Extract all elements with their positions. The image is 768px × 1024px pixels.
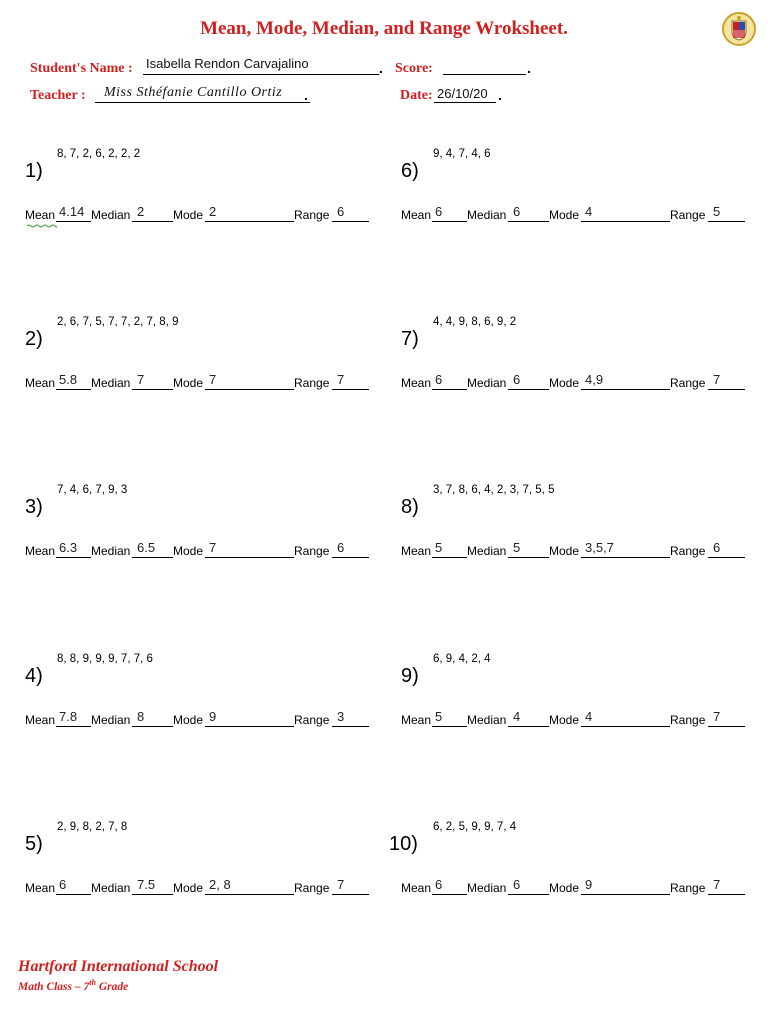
problem-number-value: 2 [25,328,37,350]
teacher-line [95,102,310,103]
mean-label: Mean [25,881,56,895]
mean-label: Mean [25,544,56,558]
range-answer: 7 [337,372,345,387]
footer-class-info [18,978,128,993]
mean-answer: 6 [435,372,443,387]
median-label: Median [91,881,131,895]
problem-data-set: 8, 7, 2, 6, 2, 2, 2 [57,148,141,160]
footer-school-name: Hartford International School [18,958,219,975]
mean-blank[interactable] [432,389,467,390]
problem-data-set: 7, 4, 6, 7, 9, 3 [57,484,128,496]
date-value: 26/10/20 [437,86,488,101]
mode-blank[interactable] [205,557,294,558]
mode-label: Mode [549,544,580,558]
median-blank[interactable] [508,726,549,727]
mean-answer: 6.3 [59,540,78,555]
range-blank[interactable] [708,726,745,727]
range-label: Range [670,376,706,390]
mean-answer: 5 [435,709,443,724]
mean-answer: 6 [59,877,67,892]
problem-number [25,833,43,856]
median-label: Median [467,544,507,558]
problem-number [401,665,419,688]
mean-blank[interactable] [432,221,467,222]
median-blank[interactable] [132,389,173,390]
mean-answer: 6 [435,204,443,219]
median-answer: 2 [137,204,145,219]
mode-answer: 4 [585,709,593,724]
range-blank[interactable] [708,894,745,895]
teacher-dot: . [304,87,308,103]
problem-number-paren: ) [36,160,43,182]
problem-number [25,328,43,351]
school-crest-icon [722,12,756,46]
median-label: Median [91,713,131,727]
problem-3 [25,484,385,604]
problem-data-set: 6, 2, 5, 9, 9, 7, 4 [433,821,517,833]
range-label: Range [670,208,706,222]
mode-blank[interactable] [581,389,670,390]
problem-number-paren: ) [412,665,419,687]
answer-row [401,540,746,558]
median-label: Median [91,544,131,558]
answer-row [25,709,370,727]
problem-number-value: 6 [401,160,413,182]
mean-label: Mean [25,713,56,727]
mode-label: Mode [173,881,204,895]
student-name-label: Student's Name : [30,61,133,76]
mode-label: Mode [549,376,580,390]
median-blank[interactable] [132,726,173,727]
score-line [443,74,526,75]
mode-blank[interactable] [205,221,294,222]
median-blank[interactable] [508,557,549,558]
problem-number-value: 4 [25,665,37,687]
median-blank[interactable] [508,894,549,895]
problem-data-set: 6, 9, 4, 2, 4 [433,653,491,665]
problem-number-value: 1 [25,160,37,182]
problem-number-value: 3 [25,496,37,518]
median-answer: 6 [513,372,521,387]
mean-blank[interactable] [56,726,91,727]
mean-label: Mean [401,376,432,390]
mean-answer: 5.8 [59,372,78,387]
mode-blank[interactable] [581,726,670,727]
median-label: Median [467,713,507,727]
problem-8 [401,484,761,604]
problem-number [25,665,43,688]
range-answer: 5 [713,204,721,219]
mode-label: Mode [173,544,204,558]
problem-number-paren: ) [412,160,419,182]
range-label: Range [294,376,330,390]
teacher-label: Teacher : [30,88,86,103]
answer-row [25,877,370,895]
problem-number-value: 8 [401,496,413,518]
median-label: Median [91,208,131,222]
median-blank[interactable] [508,389,549,390]
median-answer: 4 [513,709,521,724]
problem-5 [25,821,385,941]
range-label: Range [670,713,706,727]
problem-number-paren: ) [412,328,419,350]
answer-row [25,204,370,222]
mode-blank[interactable] [581,557,670,558]
median-answer: 6.5 [137,540,156,555]
median-blank[interactable] [132,894,173,895]
range-answer: 6 [337,540,345,555]
range-answer: 7 [713,372,721,387]
mode-answer: 2, 8 [209,877,231,892]
problem-data-set: 2, 6, 7, 5, 7, 7, 2, 7, 8, 9 [57,316,179,328]
range-answer: 3 [337,709,345,724]
mean-blank[interactable] [56,894,91,895]
teacher-value: Miss Sthéfanie Cantillo Ortiz [104,85,283,100]
answer-row [25,372,370,390]
problem-7 [401,316,761,436]
problem-data-set: 8, 8, 9, 9, 9, 7, 7, 6 [57,653,153,665]
median-answer: 6 [513,204,521,219]
range-blank[interactable] [708,221,745,222]
range-label: Range [294,208,330,222]
range-label: Range [294,544,330,558]
answer-row [401,709,746,727]
range-blank[interactable] [332,726,369,727]
range-answer: 6 [337,204,345,219]
range-blank[interactable] [708,389,745,390]
score-dot: . [527,60,531,76]
problem-data-set: 3, 7, 8, 6, 4, 2, 3, 7, 5, 5 [433,484,555,496]
mean-label: Mean [401,208,432,222]
answer-row [401,204,746,222]
mode-answer: 4,9 [585,372,604,387]
median-blank[interactable] [132,557,173,558]
problem-number-value: 10 [389,833,412,855]
problem-number-paren: ) [36,665,43,687]
mode-label: Mode [173,208,204,222]
range-answer: 7 [713,877,721,892]
spellcheck-squiggle [27,224,57,228]
mean-blank[interactable] [432,726,467,727]
range-label: Range [294,713,330,727]
date-line [434,102,496,103]
mode-blank[interactable] [205,894,294,895]
range-label: Range [294,881,330,895]
mode-blank[interactable] [205,389,294,390]
footer-class-sup: th [89,978,96,987]
problem-number [401,496,419,519]
median-label: Median [91,376,131,390]
range-blank[interactable] [708,557,745,558]
mean-blank[interactable] [432,557,467,558]
median-label: Median [467,881,507,895]
mode-label: Mode [173,376,204,390]
problem-number [389,833,418,856]
problem-1 [25,148,385,268]
median-answer: 6 [513,877,521,892]
range-blank[interactable] [332,389,369,390]
date-label: Date: [400,88,433,103]
mode-label: Mode [173,713,204,727]
mean-label: Mean [401,881,432,895]
problem-4 [25,653,385,773]
problem-number-paren: ) [412,496,419,518]
mode-blank[interactable] [205,726,294,727]
range-answer: 6 [713,540,721,555]
mean-blank[interactable] [432,894,467,895]
mean-answer: 5 [435,540,443,555]
median-answer: 7.5 [137,877,156,892]
worksheet-title: Mean, Mode, Median, and Range Wroksheet. [200,18,568,39]
median-blank[interactable] [132,221,173,222]
answer-row [401,372,746,390]
date-dot: . [498,87,502,103]
problem-9 [401,653,761,773]
range-answer: 7 [337,877,345,892]
footer-class-prefix: Math Class – 7 [18,980,90,993]
mean-label: Mean [401,544,432,558]
mode-label: Mode [549,208,580,222]
range-answer: 7 [713,709,721,724]
mode-answer: 4 [585,204,593,219]
mode-blank[interactable] [581,221,670,222]
problem-number-paren: ) [36,328,43,350]
answer-row [25,540,370,558]
range-blank[interactable] [332,557,369,558]
problem-number [25,496,43,519]
problem-6 [401,148,761,268]
range-label: Range [670,544,706,558]
footer-class-suffix: Grade [95,980,129,993]
problem-10 [389,821,749,941]
mode-answer: 9 [585,877,593,892]
mean-label: Mean [25,208,56,222]
mode-answer: 3,5,7 [585,540,614,555]
median-answer: 5 [513,540,521,555]
mode-answer: 2 [209,204,217,219]
score-label: Score: [395,61,433,76]
problem-number-paren: ) [36,833,43,855]
problem-data-set: 4, 4, 9, 8, 6, 9, 2 [433,316,517,328]
problem-number-value: 9 [401,665,413,687]
range-blank[interactable] [332,221,369,222]
range-label: Range [670,881,706,895]
mode-answer: 7 [209,540,217,555]
problem-number-value: 5 [25,833,37,855]
student-name-dot: . [379,60,383,76]
mode-answer: 7 [209,372,217,387]
mean-blank[interactable] [56,221,91,222]
median-answer: 7 [137,372,145,387]
answer-row [401,877,746,895]
mean-label: Mean [25,376,56,390]
median-label: Median [467,208,507,222]
student-name-value: Isabella Rendon Carvajalino [146,56,309,71]
mode-answer: 9 [209,709,217,724]
mean-answer: 7.8 [59,709,78,724]
mean-answer: 4.14 [59,204,85,219]
mean-blank[interactable] [56,557,91,558]
mean-blank[interactable] [56,389,91,390]
median-answer: 8 [137,709,145,724]
problem-number [401,160,419,183]
problem-number [401,328,419,351]
median-blank[interactable] [508,221,549,222]
problem-number [25,160,43,183]
mean-label: Mean [401,713,432,727]
student-name-line [143,74,379,75]
median-label: Median [467,376,507,390]
problem-2 [25,316,385,436]
problem-data-set: 2, 9, 8, 2, 7, 8 [57,821,128,833]
problem-number-paren: ) [411,833,418,855]
problem-number-value: 7 [401,328,413,350]
problem-data-set: 9, 4, 7, 4, 6 [433,148,491,160]
mode-label: Mode [549,713,580,727]
mode-blank[interactable] [581,894,670,895]
problem-number-paren: ) [36,496,43,518]
mode-label: Mode [549,881,580,895]
range-blank[interactable] [332,894,369,895]
mean-answer: 6 [435,877,443,892]
